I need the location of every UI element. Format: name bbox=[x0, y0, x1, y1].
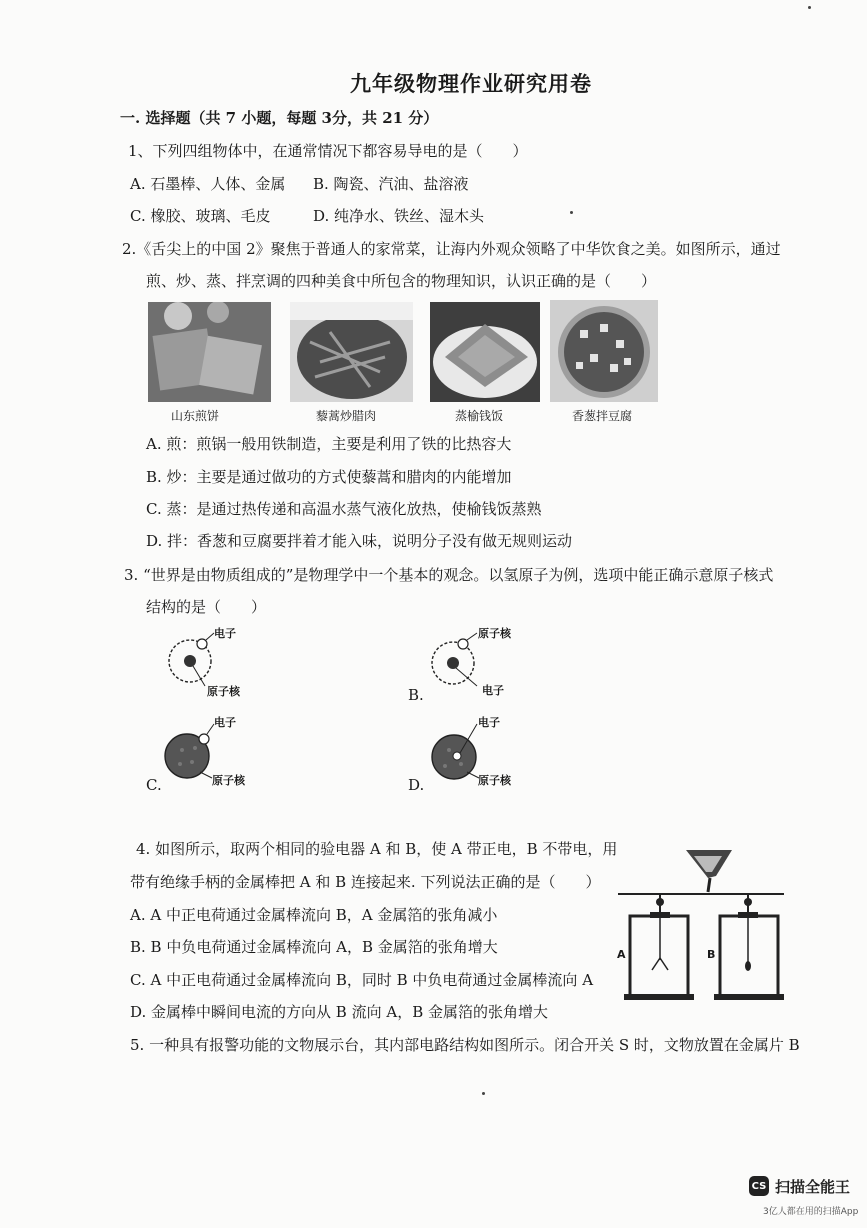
atom-a-top-label: 电子 bbox=[214, 627, 236, 640]
photo-steamed-rice bbox=[430, 302, 540, 402]
photo-pancake bbox=[148, 302, 271, 402]
atom-b-top-label: 原子核 bbox=[478, 627, 511, 640]
electroscope-b-label: B bbox=[707, 948, 716, 961]
caption-pancake: 山东煎饼 bbox=[171, 409, 220, 423]
q3-stem-line2: 结构的是（ ） bbox=[146, 598, 267, 616]
q4-option-d: D. 金属棒中瞬间电流的方向从 B 流向 A，B 金属箔的张角增大 bbox=[130, 1003, 548, 1021]
atom-d-top-label: 电子 bbox=[478, 716, 500, 729]
q2-option-b: B. 炒：主要是通过做功的方式使藜蒿和腊肉的内能增加 bbox=[146, 468, 512, 486]
q2-stem-line2: 煎、炒、蒸、拌烹调的四种美食中所包含的物理知识，认识正确的是（ ） bbox=[146, 272, 657, 290]
q4-option-b: B. B 中负电荷通过金属棒流向 A，B 金属箔的张角增大 bbox=[130, 938, 498, 956]
q4-stem-line1: 4. 如图所示，取两个相同的验电器 A 和 B，使 A 带正电，B 不带电，用 bbox=[136, 840, 618, 858]
scanner-tagline: 3亿人都在用的扫描App bbox=[763, 1207, 859, 1217]
electroscope-a-label: A bbox=[617, 948, 626, 961]
atom-diagram-a bbox=[160, 630, 220, 690]
q1-option-b: B. 陶瓷、汽油、盐溶液 bbox=[313, 175, 469, 193]
q2-option-d: D. 拌：香葱和豆腐要拌着才能入味，说明分子没有做无规则运动 bbox=[146, 532, 573, 550]
q3-option-b-letter: B. bbox=[408, 686, 424, 704]
atom-c-top-label: 电子 bbox=[214, 716, 236, 729]
scan-speck bbox=[808, 6, 811, 9]
scanner-logo-badge: CS bbox=[749, 1176, 769, 1196]
caption-steamed-rice: 蒸榆钱饭 bbox=[455, 409, 504, 423]
q2-stem-line1: 2.《舌尖上的中国 2》聚焦于普通人的家常菜，让海内外观众领略了中华饮食之美。如图所示，通过 bbox=[122, 240, 781, 258]
q3-stem-line1: 3. “世界是由物质组成的”是物理学中一个基本的观念。以氢原子为例，选项中能正确示意原子核式 bbox=[124, 566, 774, 584]
q4-option-c: C. A 中正电荷通过金属棒流向 B，同时 B 中负电荷通过金属棒流向 A bbox=[130, 971, 594, 989]
q4-option-a: A. A 中正电荷通过金属棒流向 B，A 金属箔的张角减小 bbox=[130, 906, 498, 924]
atom-diagram-b bbox=[425, 630, 485, 690]
q1-option-a: A. 石墨棒、人体、金属 bbox=[130, 175, 286, 193]
q3-option-d-letter: D. bbox=[408, 776, 425, 794]
scan-speck bbox=[570, 211, 573, 214]
q1-option-c: C. 橡胶、玻璃、毛皮 bbox=[130, 207, 271, 225]
atom-a-bottom-label: 原子核 bbox=[207, 685, 240, 698]
caption-tofu: 香葱拌豆腐 bbox=[572, 409, 633, 423]
q1-stem: 1、下列四组物体中，在通常情况下都容易导电的是（ ） bbox=[128, 142, 528, 160]
electroscope-figure bbox=[612, 848, 788, 1004]
caption-stirfry: 藜蒿炒腊肉 bbox=[316, 409, 377, 423]
photo-tofu bbox=[550, 300, 658, 402]
atom-diagram-d bbox=[425, 720, 485, 784]
photo-stirfry bbox=[290, 302, 413, 402]
q1-option-d: D. 纯净水、铁丝、湿木头 bbox=[313, 207, 485, 225]
atom-diagram-c bbox=[160, 720, 220, 784]
section-heading: 一. 选择题（共 7 小题，每题 3分，共 21 分） bbox=[120, 109, 439, 127]
atom-d-bottom-label: 原子核 bbox=[478, 774, 511, 787]
q3-option-c-letter: C. bbox=[146, 776, 162, 794]
atom-b-bottom-label: 电子 bbox=[482, 684, 504, 697]
scanner-app-name: 扫描全能王 bbox=[775, 1178, 851, 1196]
atom-c-bottom-label: 原子核 bbox=[212, 774, 245, 787]
scan-speck bbox=[482, 1092, 485, 1095]
q4-stem-line2: 带有绝缘手柄的金属棒把 A 和 B 连接起来. 下列说法正确的是（ ） bbox=[130, 873, 601, 891]
q5-stem: 5. 一种具有报警功能的文物展示台，其内部电路结构如图所示。闭合开关 S 时，文物放置在金属片 B bbox=[130, 1036, 800, 1054]
q2-option-c: C. 蒸：是通过热传递和高温水蒸气液化放热，使榆钱饭蒸熟 bbox=[146, 500, 542, 518]
q2-option-a: A. 煎：煎锅一般用铁制造，主要是利用了铁的比热容大 bbox=[146, 435, 512, 453]
page-title: 九年级物理作业研究用卷 bbox=[350, 71, 592, 96]
